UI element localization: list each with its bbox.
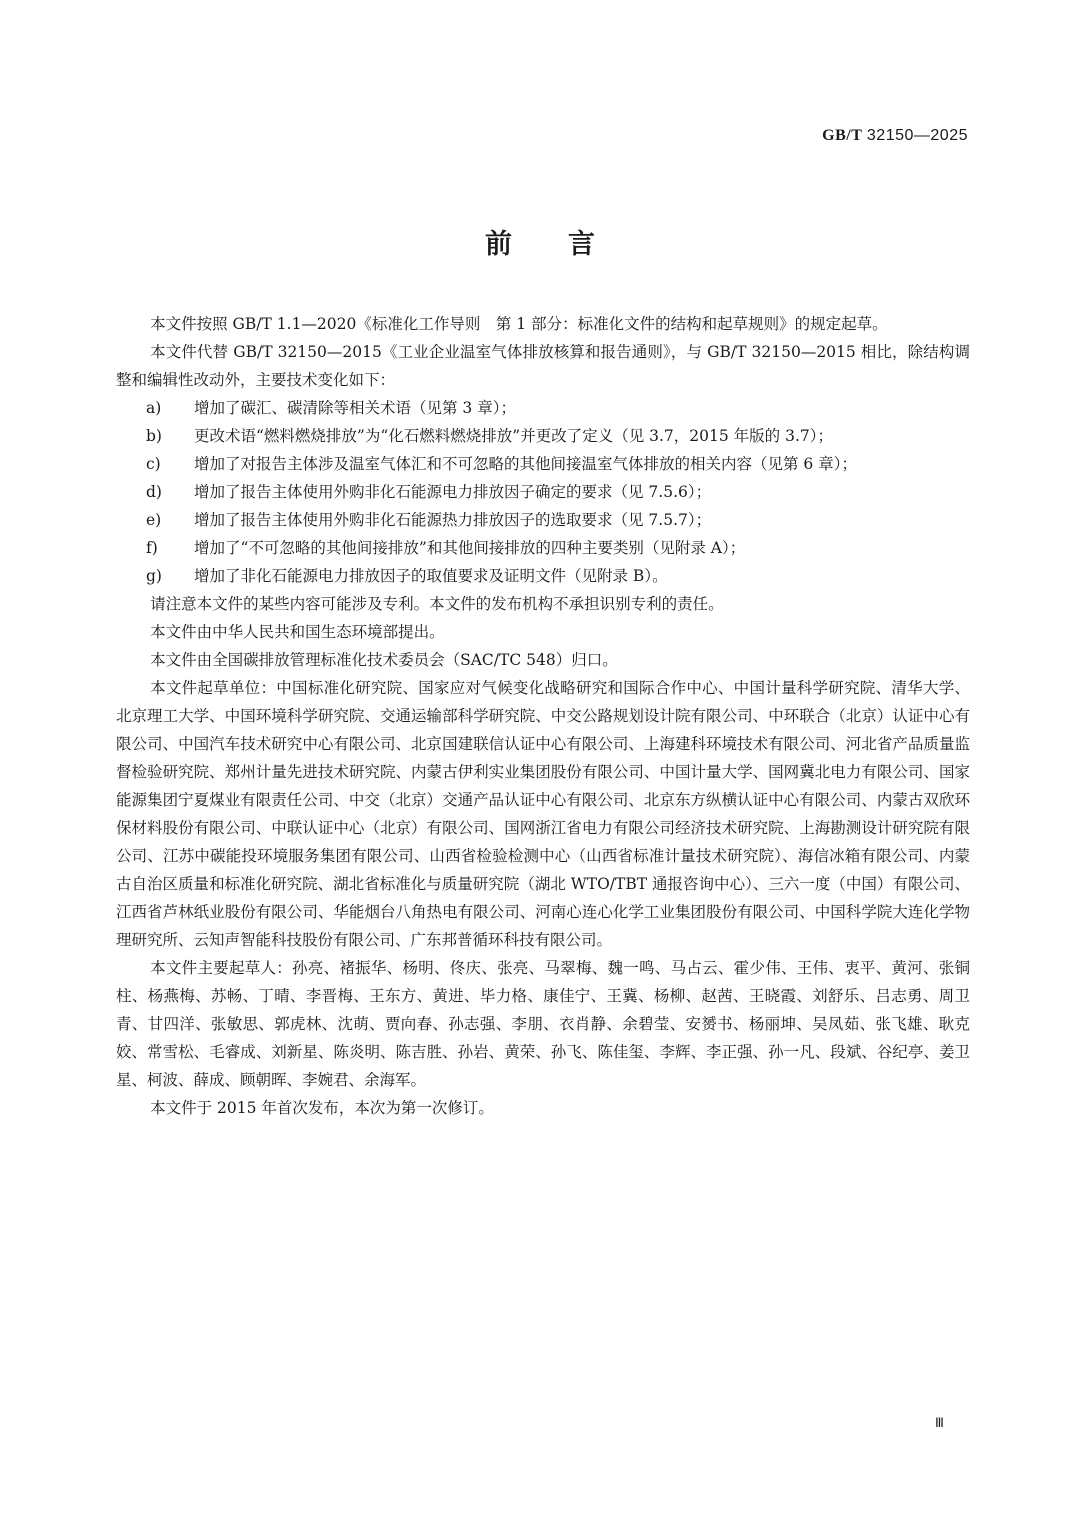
change-text: 增加了报告主体使用外购非化石能源热力排放因子的选取要求（见 7.5.7）； bbox=[194, 511, 712, 529]
change-text: 增加了碳汇、碳清除等相关术语（见第 3 章）； bbox=[194, 399, 516, 417]
change-item-c bbox=[116, 450, 970, 478]
change-letter: g) bbox=[146, 567, 162, 585]
paragraph-drafting-rule: 本文件按照 GB/T 1.1—2020《标准化工作导则 第 1 部分：标准化文件的结构和起草规则》的规定起草。 bbox=[150, 315, 888, 333]
change-text: 增加了“不可忽略的其他间接排放”和其他间接排放的四种主要类别（见附录 A）； bbox=[194, 539, 746, 557]
standard-prefix: GB/T bbox=[822, 127, 863, 144]
paragraph-history: 本文件于 2015 年首次发布，本次为第一次修订。 bbox=[150, 1099, 494, 1117]
change-item-g bbox=[116, 562, 970, 590]
change-item-b bbox=[116, 422, 970, 450]
standard-code bbox=[822, 127, 968, 145]
change-text: 增加了非化石能源电力排放因子的取值要求及证明文件（见附录 B）。 bbox=[194, 567, 668, 585]
page-number: Ⅲ bbox=[935, 1415, 944, 1430]
change-text: 增加了对报告主体涉及温室气体汇和不可忽略的其他间接温室气体排放的相关内容（见第 6 章）； bbox=[194, 455, 857, 473]
change-letter: c) bbox=[146, 455, 161, 473]
change-letter: a) bbox=[146, 399, 162, 417]
change-item-f bbox=[116, 534, 970, 562]
change-letter: f) bbox=[146, 539, 158, 557]
change-letter: e) bbox=[146, 511, 162, 529]
change-item-a bbox=[116, 394, 970, 422]
paragraph-drafting-units: 本文件起草单位：中国标准化研究院、国家应对气候变化战略研究和国际合作中心、中国计量科学研究院、清华大学、北京理工大学、中国环境科学研究院、交通运输部科学研究院、中交公路规划设计院有限公司、中环联合（北京）认证中心有限公司、中国汽车技术研究中心有限公司、北京国建联信认证中心有限公司、上海建科环境技术有限公司、河北省产品质量监督检验研究院、郑州计量先进技术研究院、内蒙古伊利实业集团股份有限公司、中国计量大学、国网冀北电力有限公司、国家能源集团宁夏煤业有限责任公司、中交（北京）交通产品认证中心有限公司、北京东方纵横认证中心有限公司、内蒙古双欣环保材料股份有限公司、中联认证中心（北京）有限公司、国网浙江省电力有限公司经济技术研究院、上海勘测设计研究院有限公司、江苏中碳能投环境服务集团有限公司、山西省检验检测中心（山西省标准计量技术研究院）、海信冰箱有限公司、内蒙古自治区质量和标准化研究院、湖北省标准化与质量研究院（湖北 WTO/TBT 通报咨询中心）、三六一度（中国）有限公司、江西省芦林纸业股份有限公司、华能烟台八角热电有限公司、河南心连心化学工业集团股份有限公司、中国科学院大连化学物理研究所、云知声智能科技股份有限公司、广东邦普循环科技有限公司。 bbox=[116, 679, 970, 949]
change-item-d bbox=[116, 478, 970, 506]
change-letter: d) bbox=[146, 483, 162, 501]
change-letter: b) bbox=[146, 427, 162, 445]
standard-number: 32150—2025 bbox=[866, 127, 968, 144]
paragraph-committee: 本文件由全国碳排放管理标准化技术委员会（SAC/TC 548）归口。 bbox=[150, 651, 618, 669]
foreword-body bbox=[116, 310, 970, 1122]
paragraph-replacement: 本文件代替 GB/T 32150—2015《工业企业温室气体排放核算和报告通则》，与 GB/T 32150—2015 相比，除结构调整和编辑性改动外，主要技术变化如下： bbox=[116, 343, 970, 389]
paragraph-patent-notice: 请注意本文件的某些内容可能涉及专利。本文件的发布机构不承担识别专利的责任。 bbox=[150, 595, 724, 613]
change-text: 更改术语“燃料燃烧排放”为“化石燃料燃烧排放”并更改了定义（见 3.7，2015 年版的 3.7）； bbox=[194, 427, 833, 445]
paragraph-drafters: 本文件主要起草人：孙亮、褚振华、杨明、佟庆、张亮、马翠梅、魏一鸣、马占云、霍少伟、王伟、衷平、黄河、张铜柱、杨燕梅、苏畅、丁晴、李晋梅、王东方、黄进、毕力格、康佳宁、王冀、杨柳、赵茜、王晓霞、刘舒乐、吕志勇、周卫青、甘四洋、张敏思、郭虎林、沈萌、贾向春、孙志强、李朋、衣肖静、余碧莹、安赟书、杨丽坤、吴凤茹、张飞雄、耿克姣、常雪松、毛睿成、刘新星、陈炎明、陈吉胜、孙岩、黄荣、孙飞、陈佳玺、李辉、李正强、孙一凡、段斌、谷纪亭、姜卫星、柯波、薛成、顾朝晖、李婉君、余海军。 bbox=[116, 959, 970, 1089]
change-item-e bbox=[116, 506, 970, 534]
page-title: 前言 bbox=[485, 229, 651, 260]
paragraph-proposer: 本文件由中华人民共和国生态环境部提出。 bbox=[150, 623, 445, 641]
change-text: 增加了报告主体使用外购非化石能源电力排放因子确定的要求（见 7.5.6）； bbox=[194, 483, 712, 501]
